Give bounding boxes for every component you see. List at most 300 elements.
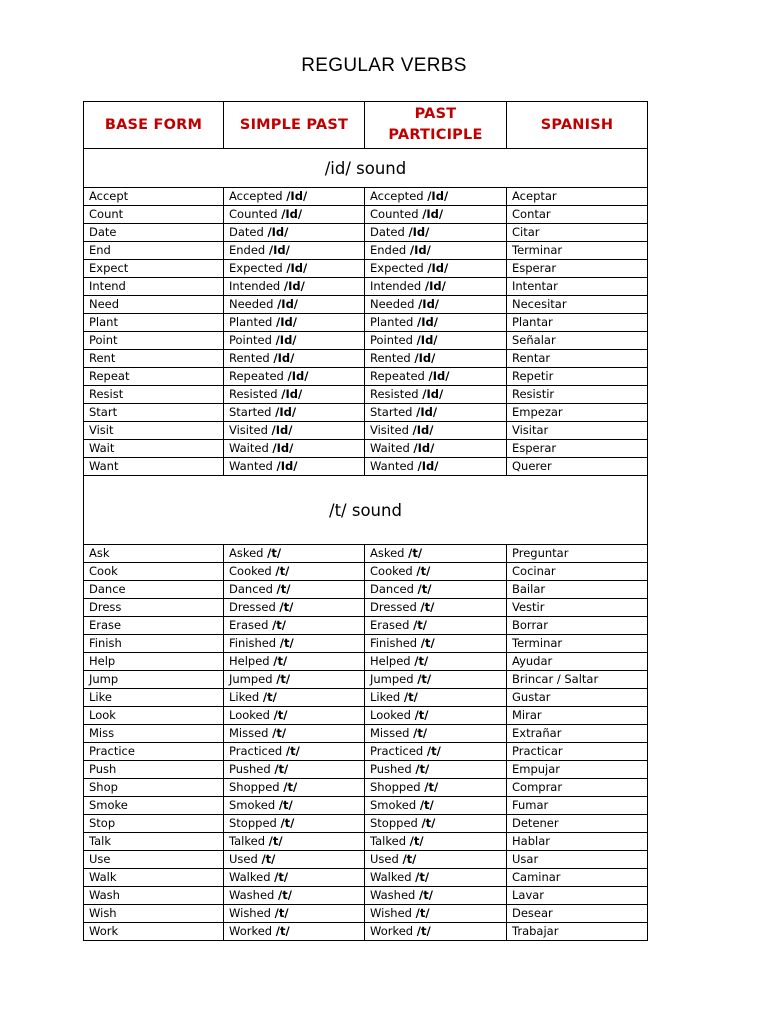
verb-text: Dressed [370, 600, 417, 614]
past-participle-cell [365, 545, 507, 563]
verb-text: Helped [229, 654, 270, 668]
verb-text: Talked [370, 834, 406, 848]
past-participle-cell [365, 869, 507, 887]
phoneme-suffix: /t/ [279, 600, 294, 614]
phoneme-suffix: /Id/ [272, 441, 294, 455]
base-form-cell [84, 440, 224, 458]
past-participle-cell [365, 332, 507, 350]
table-row [84, 368, 648, 386]
verb-text: Finished [370, 636, 418, 650]
verb-text: Expected [370, 261, 424, 275]
verb-text: Use [89, 852, 111, 866]
verb-text: Vestir [512, 600, 545, 614]
verb-text: Washed [229, 888, 275, 902]
verb-text: Intentar [512, 279, 558, 293]
past-participle-cell [365, 761, 507, 779]
table-row [84, 725, 648, 743]
verb-text: Need [89, 297, 120, 311]
simple-past-cell [224, 599, 365, 617]
verb-text: Repeated [229, 369, 284, 383]
table-row [84, 404, 648, 422]
base-form-cell [84, 563, 224, 581]
verb-text: Jump [89, 672, 119, 686]
verb-text: Repeat [89, 369, 130, 383]
verb-text: Look [89, 708, 116, 722]
base-form-cell [84, 422, 224, 440]
spanish-cell [507, 260, 648, 278]
verb-text: Wish [89, 906, 117, 920]
verb-text: Pointed [370, 333, 413, 347]
phoneme-suffix: /t/ [413, 726, 428, 740]
past-participle-cell [365, 188, 507, 206]
verb-text: Ask [89, 546, 110, 560]
spanish-cell [507, 887, 648, 905]
past-participle-cell [365, 404, 507, 422]
phoneme-suffix: /t/ [278, 798, 293, 812]
verb-text: Cocinar [512, 564, 556, 578]
verb-text: Practice [89, 744, 135, 758]
simple-past-cell [224, 422, 365, 440]
verb-text: Walked [229, 870, 271, 884]
verb-text: Missed [370, 726, 410, 740]
spanish-cell [507, 404, 648, 422]
verb-text: Talk [89, 834, 112, 848]
verb-text: Stopped [370, 816, 418, 830]
base-form-cell [84, 278, 224, 296]
base-form-cell [84, 458, 224, 476]
verb-text: Liked [229, 690, 260, 704]
phoneme-suffix: /t/ [415, 762, 430, 776]
verb-text: Preguntar [512, 546, 569, 560]
section-header-row [84, 149, 648, 188]
verb-text: Comprar [512, 780, 563, 794]
base-form-cell [84, 581, 224, 599]
phoneme-suffix: /t/ [273, 708, 288, 722]
verb-text: Gustar [512, 690, 551, 704]
past-participle-cell [365, 653, 507, 671]
verb-text: Usar [512, 852, 539, 866]
verb-text: Counted [370, 207, 419, 221]
base-form-cell [84, 635, 224, 653]
past-participle-cell [365, 743, 507, 761]
verb-text: Expect [89, 261, 129, 275]
base-form-cell [84, 350, 224, 368]
phoneme-suffix: /t/ [275, 564, 290, 578]
past-participle-cell [365, 725, 507, 743]
verb-text: Point [89, 333, 118, 347]
phoneme-suffix: /Id/ [408, 225, 430, 239]
simple-past-cell [224, 689, 365, 707]
phoneme-suffix: /Id/ [287, 369, 309, 383]
verb-text: Waited [229, 441, 269, 455]
spanish-cell [507, 440, 648, 458]
verb-text: Pushed [370, 762, 412, 776]
past-participle-cell [365, 851, 507, 869]
phoneme-suffix: /Id/ [422, 387, 444, 401]
verb-text: Counted [229, 207, 278, 221]
spanish-cell [507, 869, 648, 887]
simple-past-cell [224, 368, 365, 386]
phoneme-suffix: /t/ [417, 582, 432, 596]
header-past-participle: PAST PARTICIPLE [365, 102, 507, 149]
table-row [84, 779, 648, 797]
table-row [84, 815, 648, 833]
verb-text: Worked [370, 924, 414, 938]
verb-text: Practiced [370, 744, 424, 758]
verb-text: Wanted [370, 459, 414, 473]
past-participle-cell [365, 905, 507, 923]
verb-text: Resisted [370, 387, 419, 401]
verb-text: Worked [229, 924, 273, 938]
verb-text: Caminar [512, 870, 561, 884]
base-form-cell [84, 869, 224, 887]
phoneme-suffix: /Id/ [275, 405, 297, 419]
simple-past-cell [224, 833, 365, 851]
verb-text: Cooked [370, 564, 413, 578]
phoneme-suffix: /t/ [272, 726, 287, 740]
page-title: REGULAR VERBS [301, 55, 467, 76]
past-participle-cell [365, 887, 507, 905]
verb-text: Visitar [512, 423, 549, 437]
verb-text: Trabajar [512, 924, 559, 938]
simple-past-cell [224, 797, 365, 815]
verb-text: Helped [370, 654, 411, 668]
base-form-cell [84, 815, 224, 833]
verb-text: Smoked [229, 798, 276, 812]
verb-text: Shopped [229, 780, 280, 794]
verb-text: Walked [370, 870, 412, 884]
base-form-cell [84, 368, 224, 386]
phoneme-suffix: /t/ [275, 924, 290, 938]
phoneme-suffix: /Id/ [413, 441, 435, 455]
spanish-cell [507, 671, 648, 689]
verb-text: Dated [370, 225, 405, 239]
table-row [84, 851, 648, 869]
section-header-row [84, 476, 648, 545]
simple-past-cell [224, 314, 365, 332]
simple-past-cell [224, 545, 365, 563]
simple-past-cell [224, 707, 365, 725]
phoneme-suffix: /t/ [402, 852, 417, 866]
spanish-cell [507, 545, 648, 563]
simple-past-cell [224, 923, 365, 941]
simple-past-cell [224, 404, 365, 422]
verb-text: Work [89, 924, 119, 938]
verb-text: Rentar [512, 351, 551, 365]
table-row [84, 617, 648, 635]
base-form-cell [84, 923, 224, 941]
verb-text: Desear [512, 906, 553, 920]
simple-past-cell [224, 743, 365, 761]
phoneme-suffix: /t/ [417, 672, 432, 686]
past-participle-cell [365, 224, 507, 242]
table-row [84, 224, 648, 242]
phoneme-suffix: /t/ [415, 870, 430, 884]
verb-text: Shopped [370, 780, 421, 794]
table-row [84, 707, 648, 725]
header-spanish: SPANISH [507, 102, 648, 149]
table-row [84, 671, 648, 689]
spanish-cell [507, 422, 648, 440]
verb-text: Hablar [512, 834, 550, 848]
past-participle-cell [365, 833, 507, 851]
verb-text: Jumped [229, 672, 273, 686]
phoneme-suffix: /Id/ [427, 261, 449, 275]
phoneme-suffix: /Id/ [277, 297, 299, 311]
spanish-cell [507, 242, 648, 260]
phoneme-suffix: /Id/ [422, 207, 444, 221]
verb-text: Bailar [512, 582, 546, 596]
phoneme-suffix: /t/ [413, 618, 427, 632]
verb-text: Visit [89, 423, 114, 437]
verb-text: Practiced [229, 744, 283, 758]
verb-text: Planted [370, 315, 414, 329]
verb-text: Dated [229, 225, 264, 239]
simple-past-cell [224, 851, 365, 869]
verb-text: Smoked [370, 798, 417, 812]
phoneme-suffix: /t/ [416, 564, 431, 578]
verb-text: Erased [370, 618, 410, 632]
verb-text: Señalar [512, 333, 556, 347]
verb-text: Dance [89, 582, 126, 596]
simple-past-cell [224, 887, 365, 905]
base-form-cell [84, 743, 224, 761]
verb-text: Cooked [229, 564, 272, 578]
base-form-cell [84, 617, 224, 635]
table-row [84, 386, 648, 404]
base-form-cell [84, 725, 224, 743]
spanish-cell [507, 188, 648, 206]
table-row [84, 332, 648, 350]
spanish-cell [507, 386, 648, 404]
table-row [84, 905, 648, 923]
past-participle-cell [365, 440, 507, 458]
verb-text: Ended [229, 243, 266, 257]
verb-text: Erased [229, 618, 269, 632]
phoneme-suffix: /t/ [426, 744, 441, 758]
verb-text: Miss [89, 726, 115, 740]
base-form-cell [84, 206, 224, 224]
verb-text: Needed [229, 297, 274, 311]
phoneme-suffix: /Id/ [273, 351, 295, 365]
table-row [84, 260, 648, 278]
spanish-cell [507, 833, 648, 851]
table-row [84, 761, 648, 779]
verb-text: Querer [512, 459, 552, 473]
verb-text: Finished [229, 636, 277, 650]
simple-past-cell [224, 350, 365, 368]
verb-text: Wished [229, 906, 271, 920]
verb-text: Detener [512, 816, 559, 830]
phoneme-suffix: /t/ [414, 654, 429, 668]
table-header-row [84, 102, 648, 149]
table-row [84, 242, 648, 260]
base-form-cell [84, 314, 224, 332]
spanish-cell [507, 689, 648, 707]
verb-text: Intended [370, 279, 422, 293]
phoneme-suffix: /t/ [415, 906, 430, 920]
verb-text: Brincar / Saltar [512, 672, 599, 686]
table-row [84, 743, 648, 761]
verb-text: End [89, 243, 111, 257]
verb-text: Like [89, 690, 112, 704]
base-form-cell [84, 545, 224, 563]
verb-text: Borrar [512, 618, 548, 632]
verb-text: Want [89, 459, 119, 473]
phoneme-suffix: /Id/ [276, 459, 298, 473]
past-participle-cell [365, 563, 507, 581]
past-participle-cell [365, 779, 507, 797]
verb-text: Terminar [512, 243, 563, 257]
simple-past-cell [224, 260, 365, 278]
verb-text: Walk [89, 870, 117, 884]
verb-text: Extrañar [512, 726, 562, 740]
verb-text: Fumar [512, 798, 549, 812]
phoneme-suffix: /Id/ [281, 387, 303, 401]
simple-past-cell [224, 563, 365, 581]
phoneme-suffix: /t/ [267, 546, 282, 560]
spanish-cell [507, 458, 648, 476]
spanish-cell [507, 581, 648, 599]
simple-past-cell [224, 242, 365, 260]
verb-text: Push [89, 762, 117, 776]
past-participle-cell [365, 386, 507, 404]
past-participle-cell [365, 815, 507, 833]
past-participle-cell [365, 671, 507, 689]
base-form-cell [84, 779, 224, 797]
verb-text: Waited [370, 441, 410, 455]
phoneme-suffix: /t/ [278, 888, 292, 902]
base-form-cell [84, 296, 224, 314]
simple-past-cell [224, 458, 365, 476]
simple-past-cell [224, 440, 365, 458]
spanish-cell [507, 224, 648, 242]
phoneme-suffix: /Id/ [416, 405, 438, 419]
verb-text: Intended [229, 279, 281, 293]
table-row [84, 188, 648, 206]
phoneme-suffix: /Id/ [416, 333, 438, 347]
base-form-cell [84, 833, 224, 851]
spanish-cell [507, 905, 648, 923]
phoneme-suffix: /Id/ [271, 423, 293, 437]
phoneme-suffix: /t/ [408, 546, 423, 560]
verb-text: Jumped [370, 672, 414, 686]
verb-text: Needed [370, 297, 415, 311]
verb-text: Danced [229, 582, 273, 596]
verb-text: Looked [370, 708, 411, 722]
verb-text: Stopped [229, 816, 277, 830]
phoneme-suffix: /t/ [274, 762, 289, 776]
phoneme-suffix: /Id/ [286, 189, 308, 203]
phoneme-suffix: /t/ [414, 708, 429, 722]
phoneme-suffix: /Id/ [276, 315, 297, 329]
phoneme-suffix: /t/ [421, 816, 436, 830]
base-form-cell [84, 797, 224, 815]
base-form-cell [84, 761, 224, 779]
spanish-cell [507, 314, 648, 332]
verb-text: Start [89, 405, 118, 419]
verb-text: Rented [229, 351, 270, 365]
spanish-cell [507, 761, 648, 779]
simple-past-cell [224, 224, 365, 242]
base-form-cell [84, 851, 224, 869]
verb-text: Looked [229, 708, 270, 722]
phoneme-suffix: /Id/ [424, 279, 446, 293]
past-participle-cell [365, 599, 507, 617]
verb-text: Count [89, 207, 124, 221]
past-participle-cell [365, 296, 507, 314]
verb-text: Plant [89, 315, 118, 329]
spanish-cell [507, 725, 648, 743]
table-row [84, 458, 648, 476]
phoneme-suffix: /t/ [268, 834, 283, 848]
table-row [84, 797, 648, 815]
simple-past-cell [224, 278, 365, 296]
phoneme-suffix: /t/ [274, 906, 289, 920]
verb-text: Missed [229, 726, 269, 740]
phoneme-suffix: /t/ [420, 636, 435, 650]
spanish-cell [507, 635, 648, 653]
phoneme-suffix: /t/ [276, 672, 291, 686]
table-row [84, 350, 648, 368]
verb-text: Wished [370, 906, 412, 920]
table-row [84, 314, 648, 332]
verb-text: Shop [89, 780, 118, 794]
phoneme-suffix: /t/ [416, 924, 431, 938]
phoneme-suffix: /Id/ [286, 261, 308, 275]
verb-text: Finish [89, 636, 122, 650]
verb-text: Contar [512, 207, 551, 221]
base-form-cell [84, 224, 224, 242]
simple-past-cell [224, 617, 365, 635]
verb-text: Resistir [512, 387, 555, 401]
simple-past-cell [224, 386, 365, 404]
verb-text: Dressed [229, 600, 276, 614]
verb-text: Rented [370, 351, 411, 365]
phoneme-suffix: /Id/ [267, 225, 289, 239]
simple-past-cell [224, 779, 365, 797]
phoneme-suffix: /Id/ [281, 207, 303, 221]
spanish-cell [507, 368, 648, 386]
verb-text: Wash [89, 888, 120, 902]
table-row [84, 296, 648, 314]
verb-text: Talked [229, 834, 265, 848]
verb-text: Resist [89, 387, 124, 401]
past-participle-cell [365, 422, 507, 440]
base-form-cell [84, 599, 224, 617]
section-label: /t/ sound [84, 476, 648, 545]
verb-text: Cook [89, 564, 118, 578]
spanish-cell [507, 617, 648, 635]
simple-past-cell [224, 671, 365, 689]
phoneme-suffix: /Id/ [409, 243, 431, 257]
base-form-cell [84, 242, 224, 260]
phoneme-suffix: /t/ [261, 852, 276, 866]
spanish-cell [507, 923, 648, 941]
phoneme-suffix: /t/ [272, 618, 286, 632]
verb-text: Liked [370, 690, 401, 704]
verb-text: Ended [370, 243, 407, 257]
verb-text: Repetir [512, 369, 554, 383]
phoneme-suffix: /t/ [262, 690, 277, 704]
table-row [84, 599, 648, 617]
table-row [84, 689, 648, 707]
base-form-cell [84, 905, 224, 923]
verb-text: Plantar [512, 315, 553, 329]
past-participle-cell [365, 689, 507, 707]
header-base-form: BASE FORM [84, 102, 224, 149]
past-participle-cell [365, 350, 507, 368]
